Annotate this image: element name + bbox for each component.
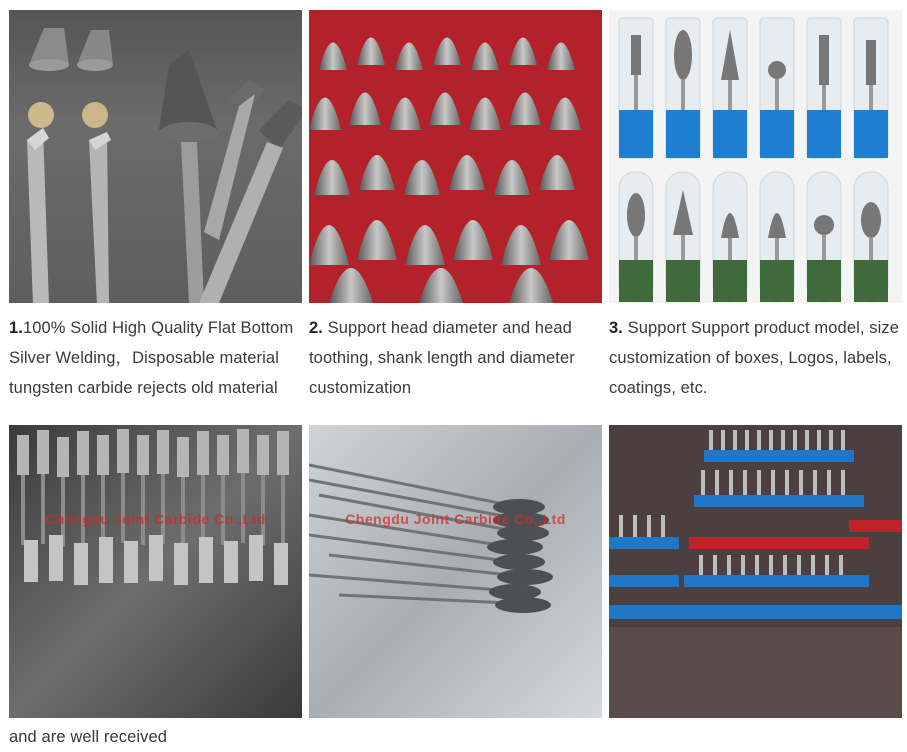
product-photo-2: [309, 10, 602, 303]
caption-3: [609, 313, 902, 403]
caption-number: 2.: [309, 319, 323, 337]
caption-text: Support head diameter and head toothing, shank length and diameter customization: [309, 319, 575, 397]
caption-number: 1.: [9, 319, 23, 337]
caption-text: and are well received: [9, 728, 168, 746]
caption-number: 3.: [609, 319, 623, 337]
watermark: Chengdu Joint Carbide Co.,Ltd: [345, 511, 566, 527]
product-card-3: [609, 10, 902, 403]
product-card-1: [9, 10, 302, 403]
watermark: Chengdu Joint Carbide Co.,Ltd: [45, 511, 266, 527]
burr-racks-illustration: [609, 425, 902, 627]
burr-heads-illustration: [309, 10, 602, 303]
product-photo-3: [609, 10, 902, 303]
product-card-5: [309, 425, 602, 722]
packaged-burrs-illustration: [609, 10, 902, 303]
caption-2: [309, 313, 602, 403]
caption-1: [9, 313, 302, 403]
product-card-2: [309, 10, 602, 403]
product-photo-5: [309, 425, 602, 718]
product-card-4: [9, 425, 302, 752]
product-photo-4: [9, 425, 302, 718]
caption-text: Support Support product model, size customization of boxes, Logos, labels, coatings, etc.: [609, 319, 899, 397]
product-photo-1: [9, 10, 302, 303]
product-card-6: [609, 425, 902, 722]
burr-welding-illustration: [9, 10, 302, 303]
caption-text: 100% Solid High Quality Flat Bottom Silver Welding，Disposable material tungsten carbide rejects old material: [9, 319, 294, 397]
product-photo-6: [609, 425, 902, 718]
